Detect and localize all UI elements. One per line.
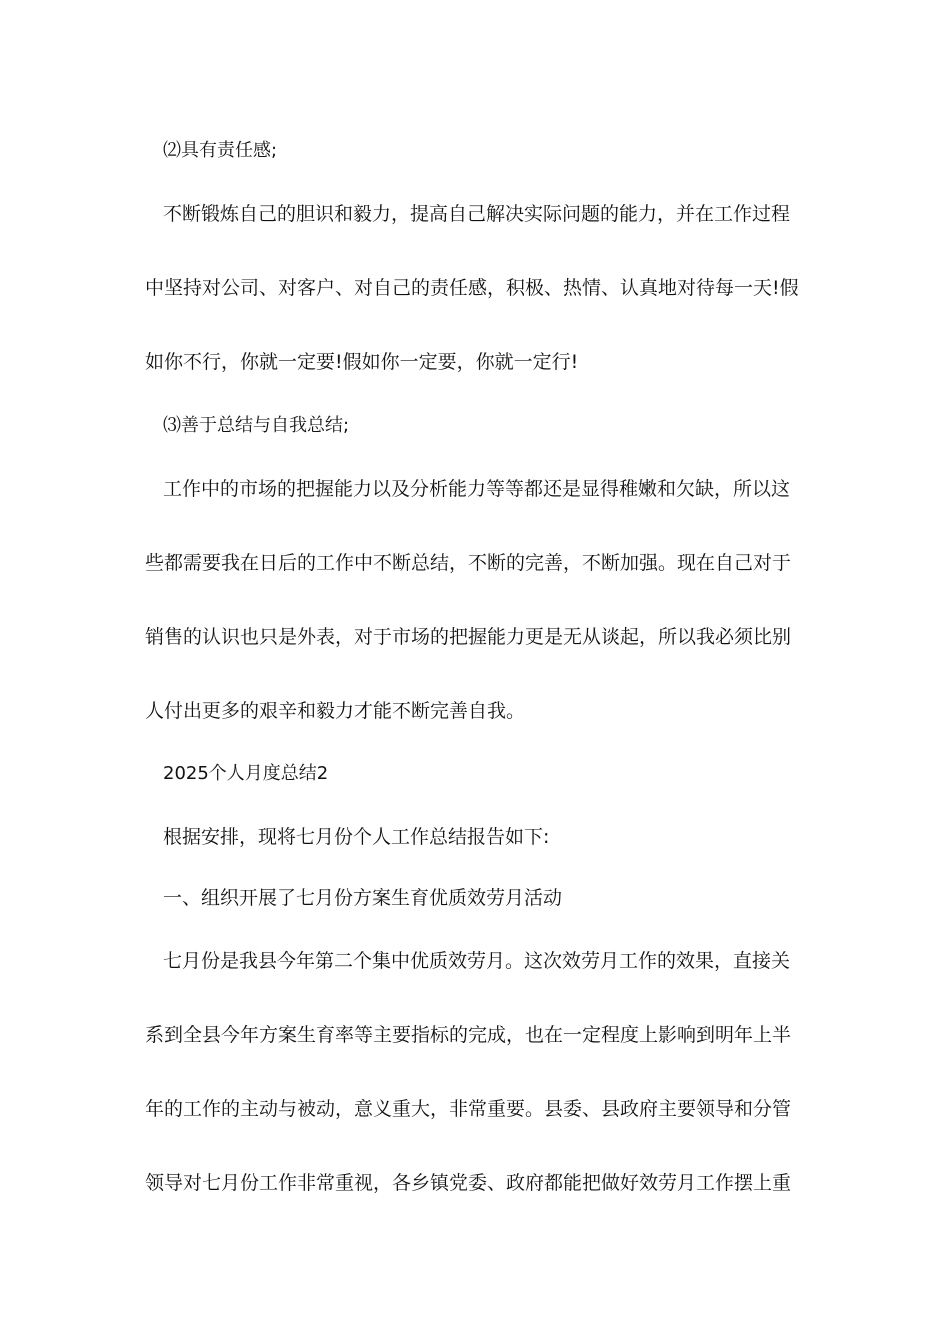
paragraph-line: 不断锻炼自己的胆识和毅力，提高自己解决实际问题的能力，并在工作过程 xyxy=(163,203,791,225)
paragraph-line: 如你不行，你就一定要!假如你一定要，你就一定行! xyxy=(145,351,579,373)
paragraph-line: 销售的认识也只是外表，对于市场的把握能力更是无从谈起，所以我必须比别 xyxy=(145,626,792,648)
section-subheading: 一、组织开展了七月份方案生育优质效劳月活动 xyxy=(163,887,563,909)
paragraph-line: 系到全县今年方案生育率等主要指标的完成，也在一定程度上影响到明年上半 xyxy=(145,1024,792,1046)
paragraph-line: 些都需要我在日后的工作中不断总结，不断的完善，不断加强。现在自己对于 xyxy=(145,552,792,574)
paragraph-line: 领导对七月份工作非常重视，各乡镇党委、政府都能把做好效劳月工作摆上重 xyxy=(145,1172,792,1194)
paragraph-line: 中坚持对公司、对客户、对自己的责任感，积极、热情、认真地对待每一天!假 xyxy=(145,277,799,299)
paragraph-line: 工作中的市场的把握能力以及分析能力等等都还是显得稚嫩和欠缺，所以这 xyxy=(163,478,791,500)
section-heading: 2025个人月度总结2 xyxy=(163,763,329,784)
list-item-responsibility: ⑵具有责任感; xyxy=(163,140,278,161)
paragraph-line: 七月份是我县今年第二个集中优质效劳月。这次效劳月工作的效果，直接关 xyxy=(163,950,791,972)
paragraph-line: 年的工作的主动与被动，意义重大，非常重要。县委、县政府主要领导和分管 xyxy=(145,1098,792,1120)
paragraph-line: 人付出更多的艰辛和毅力才能不断完善自我。 xyxy=(145,700,526,722)
list-item-summary: ⑶善于总结与自我总结; xyxy=(163,415,350,436)
paragraph-line: 根据安排，现将七月份个人工作总结报告如下: xyxy=(163,826,550,848)
